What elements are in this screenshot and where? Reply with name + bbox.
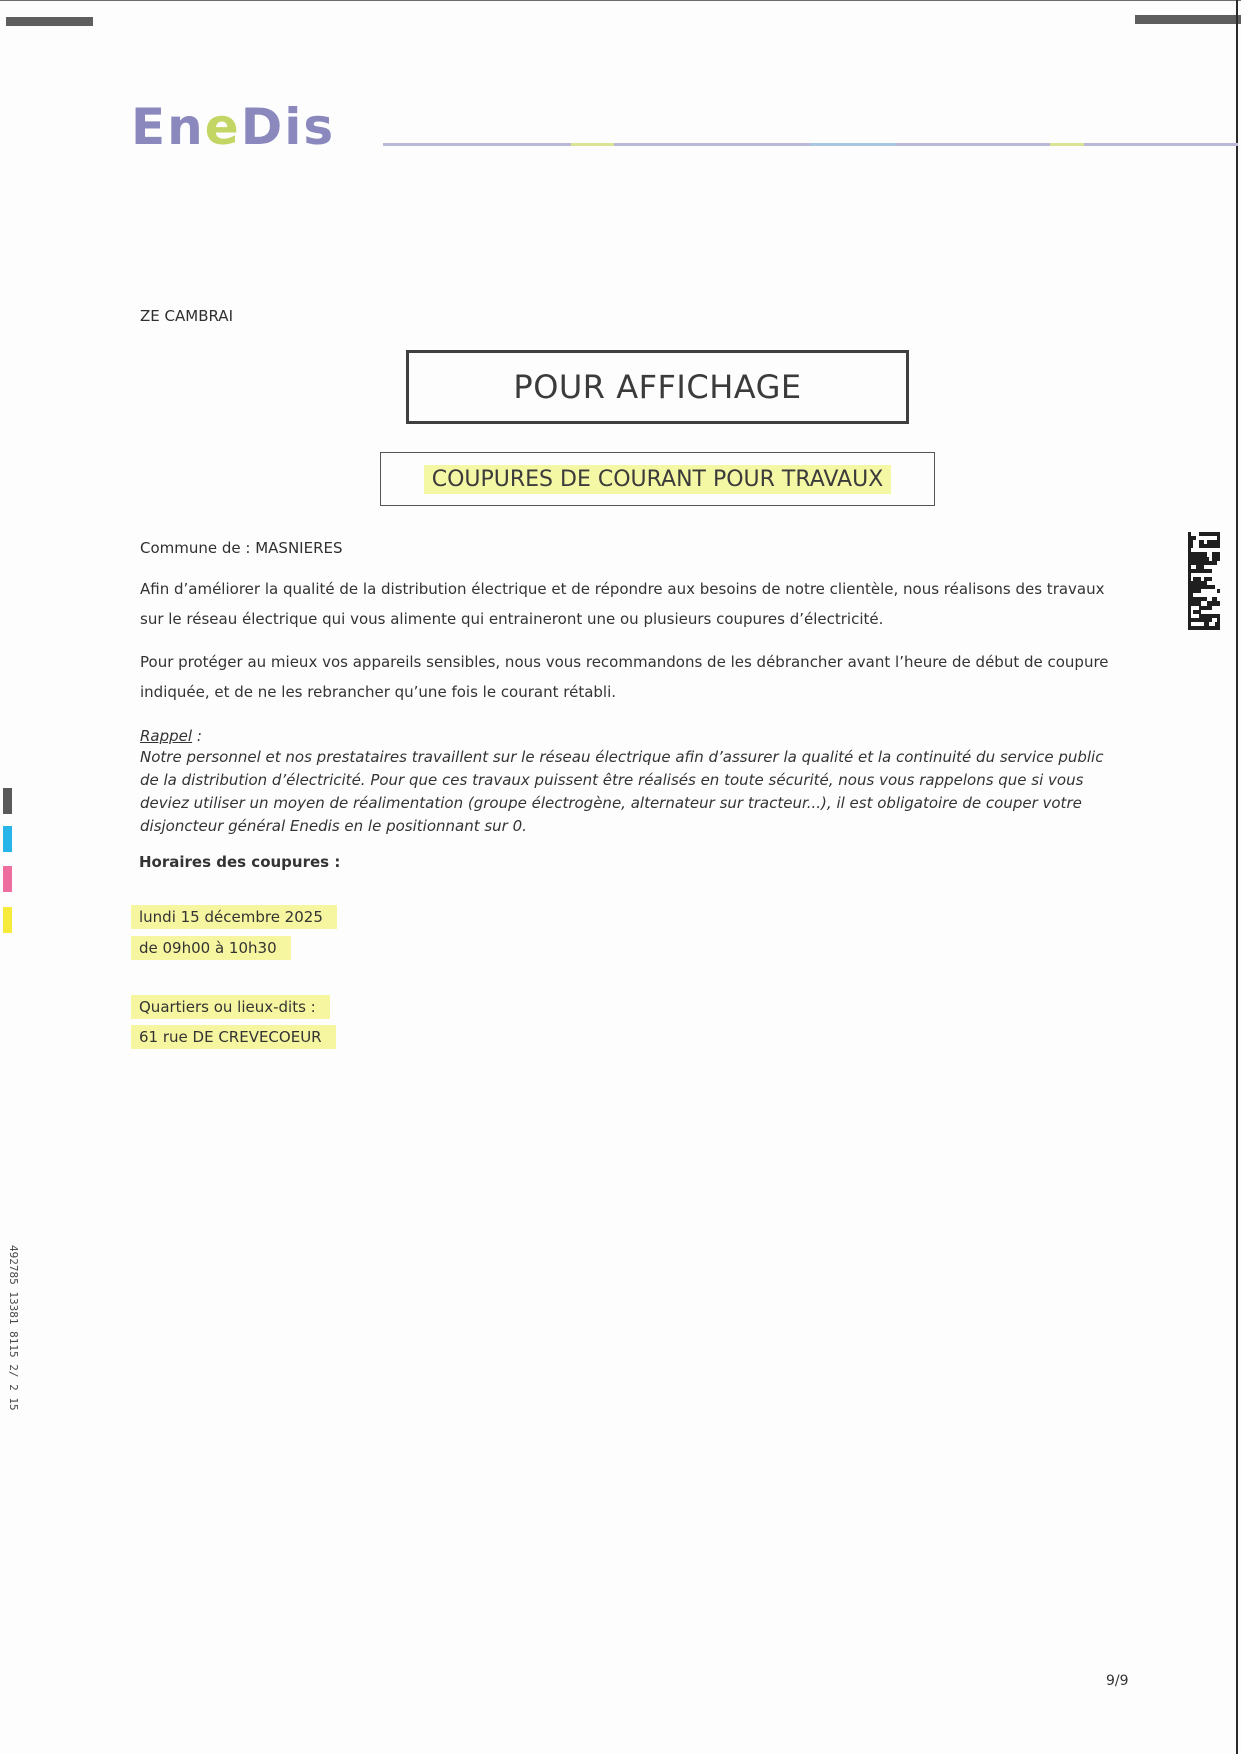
rappel-label: Rappel: [140, 727, 193, 745]
logo-part-en: En: [131, 98, 205, 156]
paragraph-travaux: [140, 574, 1140, 634]
scan-right-edge: [1236, 0, 1238, 1754]
barcode-cell: [1217, 626, 1220, 630]
side-tracking-code: 492785 13381 8115 2/ 2 15: [7, 1245, 20, 1411]
swatch-gray: [3, 788, 12, 814]
pour-affichage-title: POUR AFFICHAGE: [513, 368, 802, 406]
paragraph-travaux-line-1: Afin d’améliorer la qualité de la distribution électrique et de répondre aux besoins de notre clientèle, nous réalisons des travaux: [140, 580, 1105, 598]
outage-time: [131, 938, 291, 957]
paragraph-appareils: [140, 647, 1140, 707]
pour-affichage-box: [406, 350, 909, 424]
rappel-line-4: disjoncteur général Enedis en le positionnant sur 0.: [140, 817, 527, 835]
rappel-line-1: Notre personnel et nos prestataires travaillent sur le réseau électrique afin d’assurer la qualité et la continuité du service public: [140, 748, 1104, 766]
rappel-heading: [140, 725, 202, 748]
swatch-magenta: [3, 866, 12, 892]
quartiers-label: [131, 997, 330, 1016]
rappel-paragraph: [140, 746, 1140, 838]
coupures-box: [380, 452, 935, 506]
swatch-yellow: [3, 907, 12, 933]
datamatrix-barcode: [1188, 532, 1220, 630]
outage-date-text: lundi 15 décembre 2025: [131, 905, 337, 929]
horaires-heading: Horaires des coupures :: [139, 853, 341, 871]
outage-time-text: de 09h00 à 10h30: [131, 936, 291, 960]
swatch-cyan: [3, 826, 12, 852]
outage-date: [131, 907, 337, 926]
rappel-line-2: de la distribution d’électricité. Pour que ces travaux puissent être réalisés en toute sécurité, nous vous rappelons que si vous: [140, 771, 1084, 789]
scan-mark-left: [6, 17, 93, 26]
outage-address: [131, 1027, 336, 1046]
page-number: 9/9: [1106, 1673, 1129, 1689]
coupures-title: COUPURES DE COURANT POUR TRAVAUX: [424, 465, 892, 494]
scan-top-edge: [0, 0, 1241, 1]
header-rule: [383, 143, 1238, 146]
rappel-colon: :: [192, 727, 202, 745]
paragraph-appareils-line-2: indiquée, et de ne les rebrancher qu’une fois le courant rétabli.: [140, 683, 617, 701]
outage-address-text: 61 rue DE CREVECOEUR: [131, 1025, 336, 1049]
commune-line: Commune de : MASNIERES: [140, 539, 343, 557]
paragraph-travaux-line-2: sur le réseau électrique qui vous alimente qui entraineront une ou plusieurs coupures d’électricité.: [140, 610, 884, 628]
zone-label: ZE CAMBRAI: [140, 307, 233, 325]
logo-part-dis: Dis: [240, 98, 336, 156]
logo-part-e: e: [204, 98, 241, 156]
scan-mark-right: [1135, 15, 1241, 24]
rappel-line-3: deviez utiliser un moyen de réalimentation (groupe électrogène, alternateur sur tracteur...), il est obligatoire de couper votre: [140, 794, 1082, 812]
quartiers-label-text: Quartiers ou lieux-dits :: [131, 995, 330, 1019]
paragraph-appareils-line-1: Pour protéger au mieux vos appareils sensibles, nous vous recommandons de les débrancher avant l’heure de début de coupure: [140, 653, 1109, 671]
enedis-logo: [131, 98, 336, 156]
